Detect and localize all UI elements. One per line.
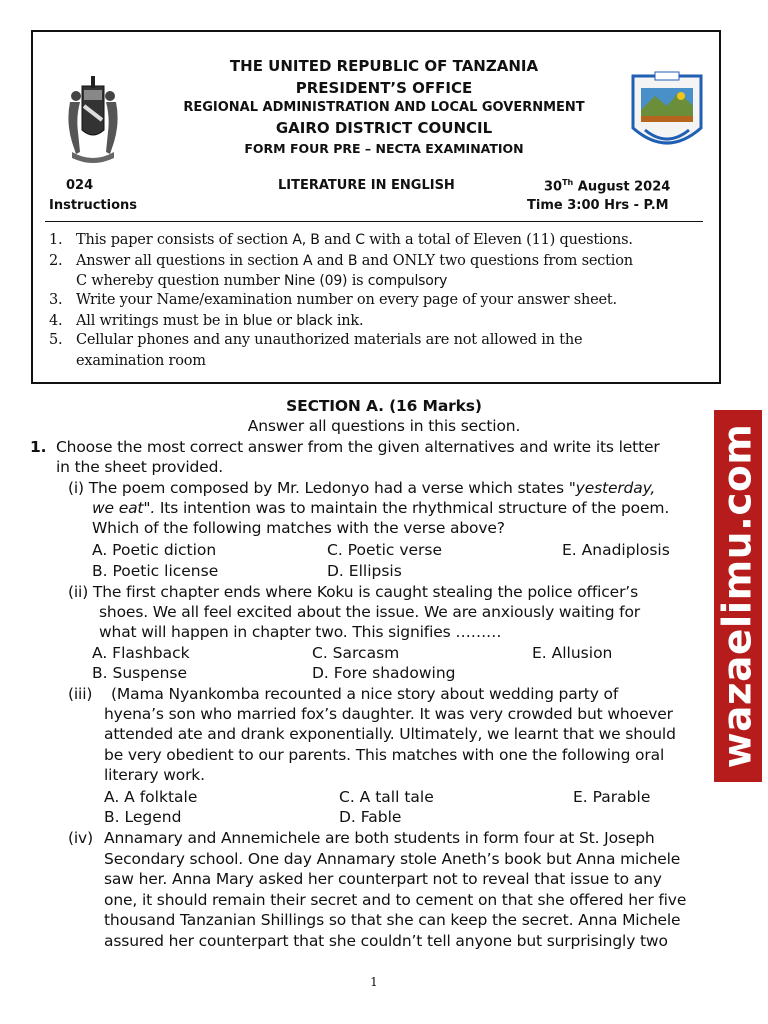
option-c: C. Poetic verse — [327, 541, 443, 559]
question-iv-line: Secondary school. One day Annamary stole Aneth’s book but Anna michele — [104, 850, 681, 868]
header-divider — [45, 221, 703, 222]
option-c: C. Sarcasm — [312, 644, 400, 662]
question-iii-line: (Mama Nyankomba recounted a nice story about wedding party of — [111, 685, 619, 703]
header-exam: FORM FOUR PRE – NECTA EXAMINATION — [244, 141, 524, 156]
question-i-line: we eat". Its intention was to maintain the rhythmical structure of the poem. — [92, 499, 670, 517]
header-ministry: REGIONAL ADMINISTRATION AND LOCAL GOVERNMENT — [183, 100, 585, 115]
question-ii-line: what will happen in chapter two. This signifies ……… — [99, 623, 502, 641]
question-iv-line: thousand Tanzanian Shillings so that she can keep the secret. Anna Michele — [104, 911, 681, 929]
section-title: SECTION A. (16 Marks) — [286, 397, 482, 415]
option-d: D. Fore shadowing — [312, 664, 456, 682]
exam-date: 30Th August 2024 — [544, 178, 671, 195]
question-iii-line: hyena’s son who married fox’s daughter. It was very crowded but whoever — [104, 705, 673, 723]
exam-time: Time 3:00 Hrs - P.M — [527, 198, 669, 213]
header-office: PRESIDENT’S OFFICE — [295, 79, 473, 97]
option-b: B. Legend — [104, 808, 182, 826]
instruction-3: 3. Write your Name/examination number on every page of your answer sheet. — [49, 292, 617, 308]
instruction-5-continued: examination room — [76, 353, 206, 369]
section-subtitle: Answer all questions in this section. — [247, 417, 521, 435]
subject-code: 024 — [66, 178, 94, 193]
watermark-text: wazaelimu.com — [715, 423, 761, 769]
instruction-4: 4. All writings must be in blue or black ink. — [49, 313, 364, 329]
question-iii-label: (iii) — [68, 685, 93, 703]
option-b: B. Poetic license — [92, 562, 219, 580]
option-d: D. Fable — [339, 808, 402, 826]
instruction-5: 5. Cellular phones and any unauthorized materials are not allowed in the — [49, 332, 583, 348]
option-b: B. Suspense — [92, 664, 188, 682]
question-iv-label: (iv) — [68, 829, 93, 847]
question-ii-line: (ii) The first chapter ends where Koku is caught stealing the police officer’s — [68, 583, 638, 601]
question-1-line: in the sheet provided. — [56, 458, 224, 476]
option-a: A. Poetic diction — [92, 541, 217, 559]
subject-name: LITERATURE IN ENGLISH — [278, 178, 455, 193]
option-e: E. Allusion — [532, 644, 613, 662]
header-country: THE UNITED REPUBLIC OF TANZANIA — [229, 57, 539, 75]
instruction-1: 1. This paper consists of section A, B and C with a total of Eleven (11) questions. — [49, 232, 633, 248]
question-1-number: 1. — [30, 438, 47, 456]
option-d: D. Ellipsis — [327, 562, 402, 580]
question-iii-line: be very obedient to our parents. This matches with one the following oral — [104, 746, 665, 764]
question-i-line: (i) The poem composed by Mr. Ledonyo had a verse which states "yesterday, — [68, 479, 656, 497]
instruction-2-continued: C whereby question number Nine (09) is compulsory — [76, 273, 448, 289]
instructions-label: Instructions — [49, 198, 138, 213]
option-a: A. A folktale — [104, 788, 198, 806]
option-c: C. A tall tale — [339, 788, 434, 806]
question-iv-line: assured her counterpart that she couldn’t tell anyone but surprisingly two — [104, 932, 668, 950]
header-council: GAIRO DISTRICT COUNCIL — [275, 119, 493, 137]
question-iv-line: saw her. Anna Mary asked her counterpart not to reveal that issue to any — [104, 870, 662, 888]
instruction-2: 2. Answer all questions in section A and B and ONLY two questions from section — [49, 253, 633, 269]
option-a: A. Flashback — [92, 644, 190, 662]
page-number: 1 — [370, 975, 378, 989]
option-e: E. Parable — [573, 788, 651, 806]
question-ii-line: shoes. We all feel excited about the issue. We are anxiously waiting for — [99, 603, 641, 621]
question-iv-line: one, it should remain their secret and to cement on that she offered her five — [104, 891, 687, 909]
question-iii-line: attended ate and drank exponentially. Ultimately, we learnt that we should — [104, 725, 676, 743]
question-1-line: Choose the most correct answer from the given alternatives and write its letter — [56, 438, 660, 456]
question-i-line: Which of the following matches with the verse above? — [92, 519, 505, 537]
question-iii-line: literary work. — [104, 766, 205, 784]
question-iv-line: Annamary and Annemichele are both students in form four at St. Joseph — [104, 829, 655, 847]
option-e: E. Anadiplosis — [562, 541, 670, 559]
